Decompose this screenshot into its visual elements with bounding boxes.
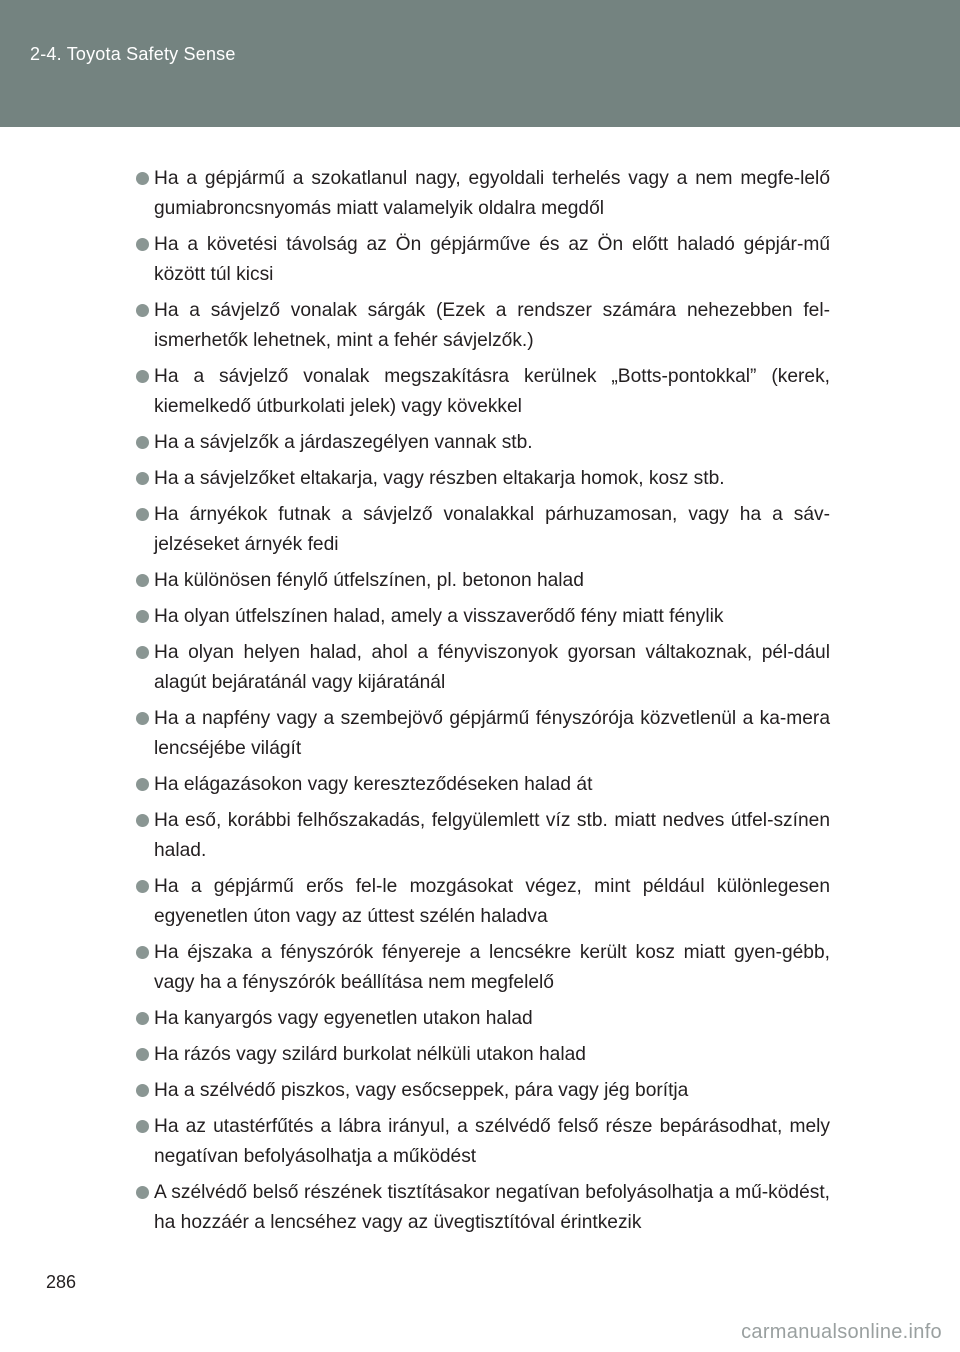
- bullet-icon: [136, 778, 149, 791]
- list-item: [136, 164, 830, 224]
- bullet-icon: [136, 814, 149, 827]
- bullet-icon: [136, 1186, 149, 1199]
- list-item-text: Ha éjszaka a fényszórók fényereje a lencsékre került kosz miatt gyen-gébb, vagy ha a fényszórók beállítása nem megfelelő: [154, 942, 830, 993]
- list-item: [136, 1076, 830, 1106]
- list-item: [136, 296, 830, 356]
- list-item-text: Ha olyan útfelszínen halad, amely a visszaverődő fény miatt fénylik: [154, 606, 724, 627]
- list-item-text: Ha a gépjármű erős fel-le mozgásokat végez, mint például különlegesen egyenetlen úton vagy az úttest szélén haladva: [154, 876, 830, 927]
- bullet-icon: [136, 172, 149, 185]
- bullet-icon: [136, 610, 149, 623]
- list-item-text: Ha a sávjelző vonalak megszakításra kerülnek „Botts-pontokkal” (kerek, kiemelkedő útburkolati jelek) vagy kövekkel: [154, 366, 830, 417]
- bullet-list: [136, 164, 830, 1238]
- bullet-icon: [136, 1012, 149, 1025]
- list-item: [136, 230, 830, 290]
- list-item: [136, 1112, 830, 1172]
- list-item: [136, 1178, 830, 1238]
- list-item-text: Ha kanyargós vagy egyenetlen utakon halad: [154, 1008, 533, 1029]
- section-header-band: [0, 0, 960, 127]
- list-item-text: Ha a gépjármű a szokatlanul nagy, egyoldali terhelés vagy a nem megfe-lelő gumiabroncsnyomás miatt valamelyik oldalra megdől: [154, 168, 830, 219]
- bullet-icon: [136, 712, 149, 725]
- bullet-icon: [136, 1048, 149, 1061]
- bullet-icon: [136, 508, 149, 521]
- list-item-text: Ha az utastérfűtés a lábra irányul, a szélvédő felső része bepárásodhat, mely negatívan befolyásolhatja a működést: [154, 1116, 830, 1167]
- list-item: [136, 1004, 830, 1034]
- list-item: [136, 638, 830, 698]
- list-item-text: Ha a sávjelzőket eltakarja, vagy részben eltakarja homok, kosz stb.: [154, 468, 725, 489]
- bullet-icon: [136, 574, 149, 587]
- list-item: [136, 500, 830, 560]
- bullet-icon: [136, 304, 149, 317]
- bullet-icon: [136, 646, 149, 659]
- page-number: 286: [46, 1272, 77, 1292]
- list-item-text: Ha a sávjelző vonalak sárgák (Ezek a rendszer számára nehezebben fel-ismerhetők lehetnek, mint a fehér sávjelzők.): [154, 300, 830, 351]
- list-item: [136, 1040, 830, 1070]
- bullet-icon: [136, 370, 149, 383]
- list-item-text: Ha rázós vagy szilárd burkolat nélküli utakon halad: [154, 1044, 586, 1065]
- list-item-text: Ha árnyékok futnak a sávjelző vonalakkal párhuzamosan, vagy ha a sáv-jelzéseket árnyék fedi: [154, 504, 830, 555]
- list-item: [136, 428, 830, 458]
- list-item: [136, 566, 830, 596]
- list-item: [136, 464, 830, 494]
- list-item-text: Ha a sávjelzők a járdaszegélyen vannak stb.: [154, 432, 533, 453]
- watermark-text: carmanualsonline.info: [741, 1321, 942, 1343]
- list-item: [136, 938, 830, 998]
- bullet-icon: [136, 880, 149, 893]
- list-item: [136, 806, 830, 866]
- list-item: [136, 704, 830, 764]
- list-item-text: Ha elágazásokon vagy kereszteződéseken halad át: [154, 774, 593, 795]
- list-item-text: Ha a napfény vagy a szembejövő gépjármű fényszórója közvetlenül a ka-mera lencséjébe világít: [154, 708, 830, 759]
- list-item-text: Ha különösen fénylő útfelszínen, pl. betonon halad: [154, 570, 584, 591]
- bullet-icon: [136, 238, 149, 251]
- list-item-text: Ha a követési távolság az Ön gépjárműve és az Ön előtt haladó gépjár-mű között túl kicsi: [154, 234, 830, 285]
- list-item-text: A szélvédő belső részének tisztításakor negatívan befolyásolhatja a mű-ködést, ha hozzáér a lencséhez vagy az üvegtisztítóval érintkezik: [154, 1182, 830, 1233]
- list-item: [136, 770, 830, 800]
- bullet-icon: [136, 436, 149, 449]
- bullet-icon: [136, 472, 149, 485]
- list-item: [136, 602, 830, 632]
- bullet-icon: [136, 1120, 149, 1133]
- bullet-icon: [136, 946, 149, 959]
- list-item-text: Ha olyan helyen halad, ahol a fényviszonyok gyorsan váltakoznak, pél-dául alagút bejáratánál vagy kijáratánál: [154, 642, 830, 693]
- page-content: [136, 164, 830, 1244]
- list-item: [136, 872, 830, 932]
- section-title: 2-4. Toyota Safety Sense: [30, 44, 236, 64]
- list-item-text: Ha eső, korábbi felhőszakadás, felgyülemlett víz stb. miatt nedves útfel-színen halad.: [154, 810, 830, 861]
- bullet-icon: [136, 1084, 149, 1097]
- list-item-text: Ha a szélvédő piszkos, vagy esőcseppek, pára vagy jég borítja: [154, 1080, 689, 1101]
- list-item: [136, 362, 830, 422]
